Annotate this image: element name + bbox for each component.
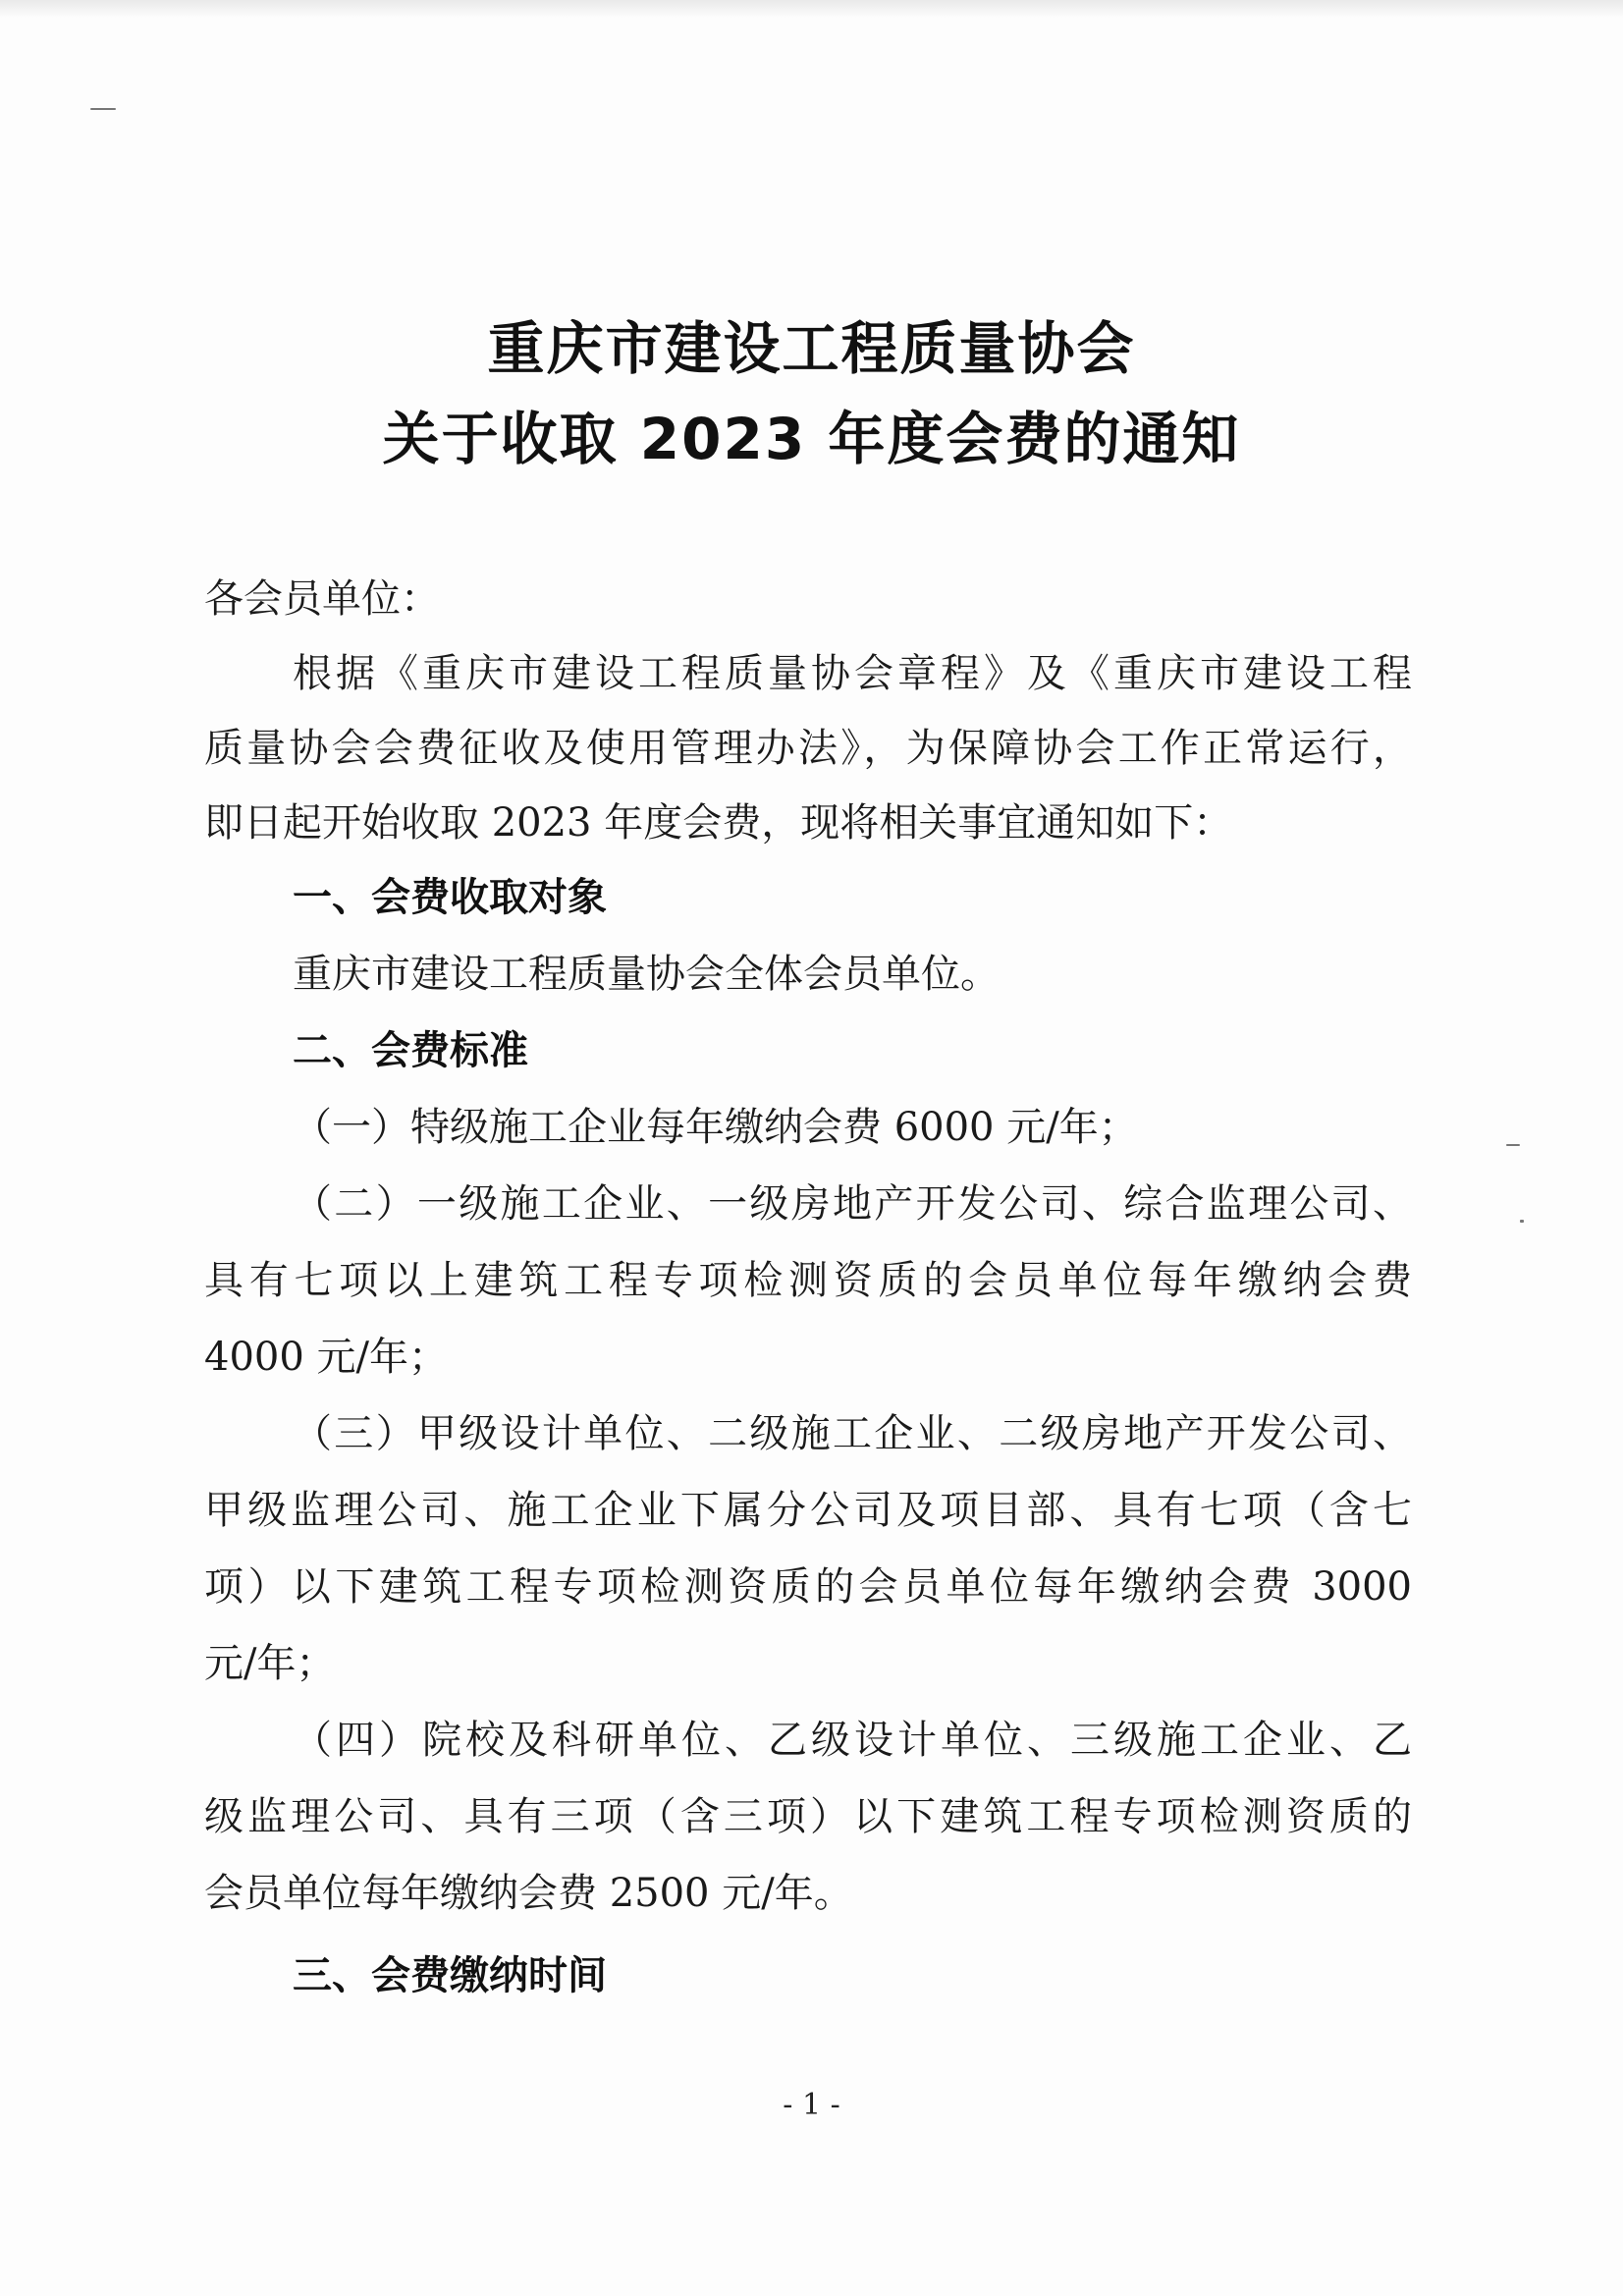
fee-item-2: （二）一级施工企业、一级房地产开发公司、综合监理公司、 (293, 1181, 1412, 1227)
fee-item-4: （四）院校及科研单位、乙级设计单位、三级施工企业、乙 (293, 1718, 1412, 1763)
fee-item-3: 甲级监理公司、施工企业下属分公司及项目部、具有七项（含七 (204, 1488, 1412, 1533)
fee-item-2: 4000 元/年； (204, 1335, 448, 1380)
document-title-line-2: 关于收取 2023 年度会费的通知 (382, 406, 1241, 472)
salutation: 各会员单位： (204, 576, 440, 622)
intro-line: 质量协会会费征收及使用管理办法》，为保障协会工作正常运行， (204, 726, 1412, 771)
scan-speck (90, 108, 116, 110)
fee-item-3: 元/年； (204, 1641, 336, 1686)
section-heading-3: 三、会费缴纳时间 (293, 1953, 607, 1998)
scan-speck (1520, 1220, 1524, 1223)
section-heading-2: 二、会费标准 (293, 1028, 528, 1073)
section-heading-1: 一、会费收取对象 (293, 875, 607, 920)
scan-edge (0, 0, 1623, 18)
fee-item-3: （三）甲级设计单位、二级施工企业、二级房地产开发公司、 (293, 1411, 1412, 1456)
intro-line: 根据《重庆市建设工程质量协会章程》及《重庆市建设工程 (293, 651, 1412, 696)
page-number: - 1 - (783, 2088, 840, 2122)
section-1-text: 重庆市建设工程质量协会全体会员单位。 (293, 952, 1000, 997)
fee-item-2: 具有七项以上建筑工程专项检测资质的会员单位每年缴纳会费 (204, 1258, 1412, 1303)
document-title-line-1: 重庆市建设工程质量协会 (487, 315, 1136, 382)
intro-line: 即日起开始收取 2023 年度会费，现将相关事宜通知如下： (204, 800, 1233, 846)
fee-item-1: （一）特级施工企业每年缴纳会费 6000 元/年； (293, 1105, 1138, 1150)
fee-item-4: 会员单位每年缴纳会费 2500 元/年。 (204, 1871, 853, 1916)
scan-speck (1506, 1144, 1520, 1146)
fee-item-3: 项）以下建筑工程专项检测资质的会员单位每年缴纳会费 3000 (204, 1564, 1412, 1610)
fee-item-4: 级监理公司、具有三项（含三项）以下建筑工程专项检测资质的 (204, 1794, 1412, 1839)
